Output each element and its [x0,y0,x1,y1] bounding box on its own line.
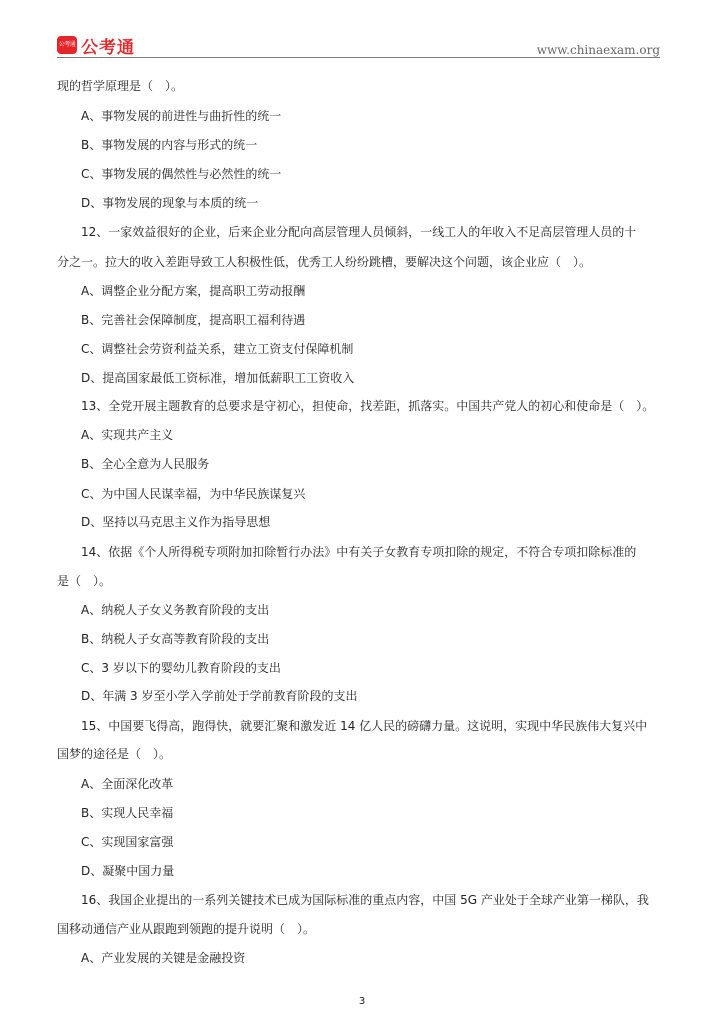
option-line: D、事物发展的现象与本质的统一 [81,196,259,210]
option-line: B、实现人民幸福 [81,806,174,820]
option-line: D、提高国家最低工资标准，增加低薪职工工资收入 [81,371,355,385]
page-number: 3 [358,996,366,1007]
header-divider [57,57,660,58]
option-line: C、事物发展的偶然性与必然性的统一 [81,167,282,181]
option-line: A、纳税人子女义务教育阶段的支出 [81,603,270,617]
option-line: A、实现共产主义 [81,428,174,442]
logo-badge: 公考通 [57,36,77,54]
question-line: 12、一家效益很好的企业，后来企业分配向高层管理人员倾斜，一线工人的年收入不足高层管理人员的十 [81,225,637,239]
option-line: D、坚持以马克思主义作为指导思想 [81,515,271,529]
option-line: A、产业发展的关键是金融投资 [81,951,246,965]
option-line: B、完善社会保障制度，提高职工福利待遇 [81,313,306,327]
text-line: 分之一。拉大的收入差距导致工人积极性低，优秀工人纷纷跳槽，要解决这个问题，该企业应（ ）。 [57,255,592,269]
logo[interactable] [57,35,135,58]
option-line: B、事物发展的内容与形式的统一 [81,138,258,152]
question-line: 14、依据《个人所得税专项附加扣除暂行办法》中有关子女教育专项扣除的规定，不符合专项扣除标准的 [81,545,637,559]
option-line: A、全面深化改革 [81,777,174,791]
option-line: C、实现国家富强 [81,835,174,849]
logo-text: 公考通 [81,37,135,58]
question-line: 16、我国企业提出的一系列关键技术已成为国际标准的重点内容，中国 5G 产业处于全球产业第一梯队，我 [81,893,649,907]
option-line: C、调整社会劳资利益关系，建立工资支付保障机制 [81,342,354,356]
option-line: A、调整企业分配方案，提高职工劳动报酬 [81,284,306,298]
text-line: 是（ ）。 [57,574,112,588]
option-line: B、全心全意为人民服务 [81,457,210,471]
option-line: C、为中国人民谋幸福，为中华民族谋复兴 [81,487,306,501]
question-line: 13、全党开展主题教育的总要求是守初心，担使命，找差距，抓落实。中国共产党人的初心和使命是（ ）。 [81,399,655,413]
page-header [0,0,724,60]
option-line: D、凝聚中国力量 [81,864,175,878]
text-line: 国移动通信产业从跟跑到领跑的提升说明（ ）。 [57,922,316,936]
option-line: A、事物发展的前进性与曲折性的统一 [81,109,282,123]
site-url: www.chinaexam.org [536,43,660,57]
text-line: 国梦的途径是（ ）。 [57,747,172,761]
text-line: 现的哲学原理是（ ）。 [57,79,184,93]
option-line: C、3 岁以下的婴幼儿教育阶段的支出 [81,661,281,675]
question-line: 15、中国要飞得高，跑得快，就要汇聚和激发近 14 亿人民的磅礴力量。这说明，实现中华民族伟大复兴中 [81,719,648,733]
option-line: D、年满 3 岁至小学入学前处于学前教育阶段的支出 [81,689,358,703]
option-line: B、纳税人子女高等教育阶段的支出 [81,632,270,646]
